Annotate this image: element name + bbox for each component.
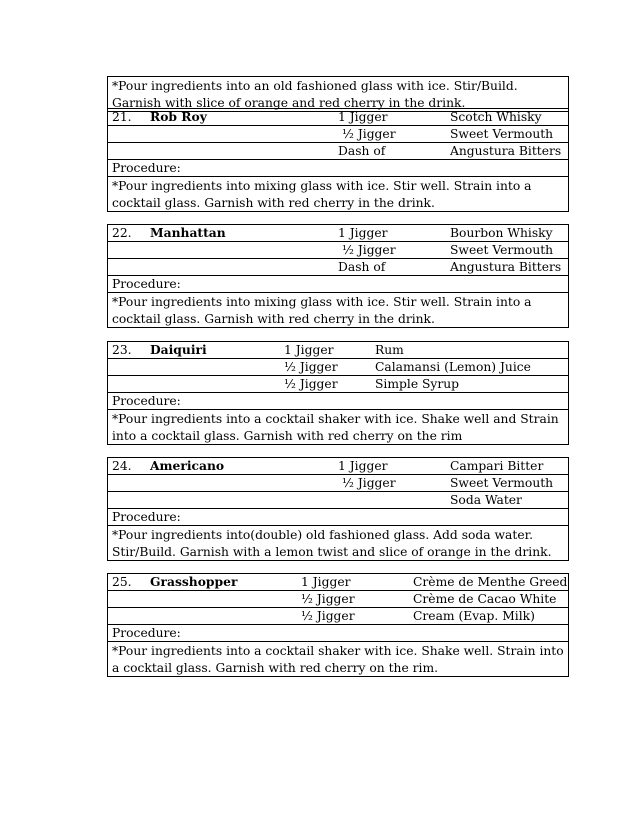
ingredient-qty: ½ Jigger xyxy=(342,476,396,490)
ingredient-qty: 1 Jigger xyxy=(338,226,388,240)
ingredient-qty: 1 Jigger xyxy=(338,110,388,124)
ingredient-row xyxy=(108,359,568,376)
ingredient-item: Soda Water xyxy=(450,493,522,507)
procedure-label: Procedure: xyxy=(108,160,568,177)
recipe-number: 22. xyxy=(112,226,132,240)
ingredient-row xyxy=(108,492,568,509)
ingredient-item: Cream (Evap. Milk) xyxy=(413,609,535,623)
ingredient-row xyxy=(108,376,568,393)
ingredient-row xyxy=(108,475,568,492)
recipe-number: 24. xyxy=(112,459,132,473)
ingredient-row xyxy=(108,143,568,160)
procedure-text: *Pour ingredients into a cocktail shaker with ice. Shake well and Strain into a cocktail glass. Garnish with red cherry on the rim xyxy=(112,412,559,443)
recipe-table-23 xyxy=(107,341,569,445)
recipe-name: Daiquiri xyxy=(150,342,207,357)
ingredient-qty: 1 Jigger xyxy=(338,459,388,473)
ingredient-qty: Dash of xyxy=(338,144,386,158)
ingredient-item: Scotch Whisky xyxy=(450,110,542,124)
ingredient-qty: Dash of xyxy=(338,260,386,274)
ingredient-qty: ½ Jigger xyxy=(342,243,396,257)
ingredient-qty: ½ Jigger xyxy=(342,127,396,141)
ingredient-item: Angustura Bitters xyxy=(450,260,562,274)
ingredient-item: Simple Syrup xyxy=(375,377,460,391)
ingredient-item: Calamansi (Lemon) Juice xyxy=(375,360,531,374)
ingredient-row xyxy=(108,591,568,608)
procedure-text: *Pour ingredients into(double) old fashioned glass. Add soda water. Stir/Build. Garnish with a lemon twist and slice of orange in the drink. xyxy=(112,528,552,559)
ingredient-item: Sweet Vermouth xyxy=(450,127,554,141)
recipe-number: 23. xyxy=(112,343,132,357)
ingredient-item: Crème de Cacao White xyxy=(413,592,557,606)
ingredient-row xyxy=(108,225,568,242)
ingredient-row xyxy=(108,109,568,126)
procedure-label: Procedure: xyxy=(108,509,568,526)
ingredient-qty: ½ Jigger xyxy=(301,609,355,623)
procedure-text: *Pour ingredients into a cocktail shaker with ice. Shake well. Strain into a cocktail glass. Garnish with red cherry on the rim. xyxy=(112,644,564,675)
ingredient-row xyxy=(108,458,568,475)
previous-procedure-text: *Pour ingredients into an old fashioned glass with ice. Stir/Build. Garnish with slice of orange and red cherry in the drink. xyxy=(112,79,518,110)
recipe-number: 21. xyxy=(112,110,132,124)
ingredient-qty: ½ Jigger xyxy=(284,377,338,391)
recipe-name: Manhattan xyxy=(150,225,226,240)
ingredient-qty: 1 Jigger xyxy=(284,343,334,357)
procedure-label: Procedure: xyxy=(108,276,568,293)
recipe-name: Rob Roy xyxy=(150,109,207,124)
recipe-name: Grasshopper xyxy=(150,574,238,589)
previous-procedure-block xyxy=(107,76,569,112)
recipe-table-25 xyxy=(107,573,569,677)
ingredient-item: Rum xyxy=(375,343,404,357)
ingredient-qty: 1 Jigger xyxy=(301,575,351,589)
ingredient-row xyxy=(108,126,568,143)
procedure-label: Procedure: xyxy=(108,625,568,642)
ingredient-item: Bourbon Whisky xyxy=(450,226,553,240)
ingredient-row xyxy=(108,574,568,591)
ingredient-qty: ½ Jigger xyxy=(284,360,338,374)
recipe-table-24 xyxy=(107,457,569,561)
ingredient-item: Angustura Bitters xyxy=(450,144,562,158)
ingredient-row xyxy=(108,342,568,359)
ingredient-row xyxy=(108,242,568,259)
procedure-label: Procedure: xyxy=(108,393,568,410)
recipe-table-21 xyxy=(107,108,569,212)
procedure-text: *Pour ingredients into mixing glass with ice. Stir well. Strain into a cocktail glass. Garnish with red cherry in the drink. xyxy=(112,179,532,210)
ingredient-item: Campari Bitter xyxy=(450,459,544,473)
procedure-text: *Pour ingredients into mixing glass with ice. Stir well. Strain into a cocktail glass. Garnish with red cherry in the drink. xyxy=(112,295,532,326)
ingredient-item: Crème de Menthe Greed xyxy=(413,575,568,589)
recipe-name: Americano xyxy=(150,458,225,473)
ingredient-item: Sweet Vermouth xyxy=(450,476,554,490)
recipe-table-22 xyxy=(107,224,569,328)
recipe-number: 25. xyxy=(112,575,132,589)
ingredient-row xyxy=(108,608,568,625)
ingredient-item: Sweet Vermouth xyxy=(450,243,554,257)
ingredient-row xyxy=(108,259,568,276)
ingredient-qty: ½ Jigger xyxy=(301,592,355,606)
